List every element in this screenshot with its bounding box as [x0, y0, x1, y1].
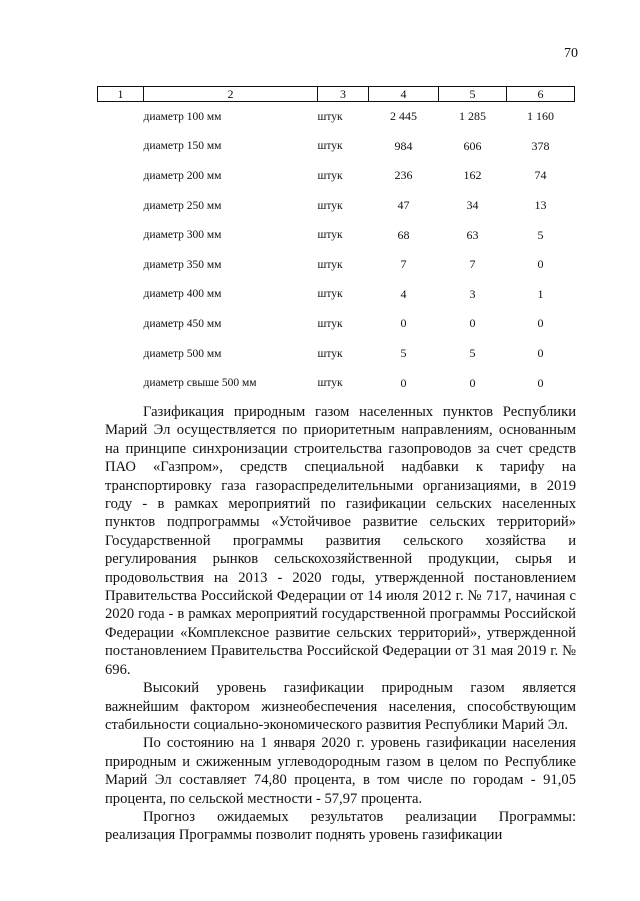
table-cell-diameter: диаметр 350 мм — [143, 258, 222, 271]
table-row — [98, 220, 575, 250]
table-cell — [98, 280, 144, 310]
table-cell-value: 0 — [469, 375, 476, 390]
paragraph-gasification-directions: Газификация природным газом населенных пунктов Республики Марий Эл осуществляется по приоритетным направлениям, основанным на принципе синхронизации строительства газопроводов за счет средств ПАО «Газпром», средств специальной надбавки к тарифу на транспортировку газа газораспределительными организациями, в 2019 году - в рамках мероприятий по газификации сельских населенных пунктов подпрограммы «Устойчивое развитие сельских территорий» Государственной программы развития сельского хозяйства и регулирования рынков сельскохозяйственной продукции, сырья и продовольствия на 2013 - 2020 годы, утвержденной постановлением Правительства Российской Федерации от 14 июля 2012 г. № 717, начиная с 2020 года - в рамках мероприятий государственной программы Российской Федерации «Комплексное развитие сельских территорий», утвержденной постановлением Правительства Российской Федерации от 31 мая 2019 г. № 696. — [105, 404, 576, 678]
table-cell-value: 7 — [469, 257, 476, 272]
table-cell-value: 1 160 — [527, 109, 554, 124]
table-cell-unit: штук — [317, 347, 343, 360]
table-row — [98, 132, 575, 162]
table-cell-diameter: диаметр 500 мм — [143, 347, 222, 360]
table-cell-value: 47 — [397, 198, 410, 213]
table-header-row — [98, 87, 575, 102]
data-table — [97, 86, 575, 398]
table-cell-unit: штук — [317, 199, 343, 212]
table-cell-unit: штук — [317, 169, 343, 182]
table-cell-value: 606 — [463, 138, 482, 153]
table-cell-value: 1 — [537, 286, 544, 301]
table-row — [98, 368, 575, 398]
page-number: 70 — [564, 46, 578, 61]
table-cell-diameter: диаметр свыше 500 мм — [143, 377, 257, 390]
table-cell-unit: штук — [317, 317, 343, 330]
body-text — [105, 403, 576, 845]
table-cell-value: 2 445 — [390, 109, 417, 124]
table-cell — [98, 250, 144, 280]
paragraph-gasification-importance: Высокий уровень газификации природным газом является важнейшим фактором жизнеобеспечения населения, способствующим стабильности социально-экономического развития Республики Марий Эл. — [105, 680, 576, 733]
table-cell-value: 0 — [537, 316, 544, 331]
table-header-cell: 1 — [98, 87, 144, 102]
table-cell-value: 378 — [531, 138, 550, 153]
table-row — [98, 339, 575, 369]
table-cell-value: 0 — [537, 257, 544, 272]
table-cell-value: 0 — [537, 346, 544, 361]
table-cell-unit: штук — [317, 229, 343, 242]
table-row — [98, 102, 575, 132]
table-cell-unit: штук — [317, 110, 343, 123]
table-row — [98, 191, 575, 221]
table-cell-diameter: диаметр 100 мм — [143, 110, 222, 123]
table-cell-value: 68 — [397, 227, 410, 242]
table-cell-diameter: диаметр 300 мм — [143, 229, 222, 242]
table-cell-value: 5 — [469, 346, 476, 361]
table-cell — [98, 368, 144, 398]
table-cell-unit: штук — [317, 288, 343, 301]
paragraph-program-forecast: Прогноз ожидаемых результатов реализации Программы: реализация Программы позволит поднять уровень газификации — [105, 808, 576, 844]
table-cell-value: 4 — [400, 286, 407, 301]
table-cell — [98, 102, 144, 132]
table-cell — [98, 191, 144, 221]
table-cell — [98, 161, 144, 191]
table-cell-value: 3 — [469, 286, 476, 301]
table-cell-value: 74 — [534, 168, 547, 183]
table-cell-value: 7 — [400, 257, 407, 272]
table-cell-value: 34 — [466, 198, 479, 213]
table-cell-diameter: диаметр 400 мм — [143, 288, 222, 301]
table-cell-value: 0 — [400, 316, 407, 331]
table-header-cell: 2 — [144, 87, 318, 102]
table-cell-diameter: диаметр 200 мм — [143, 169, 222, 182]
table-header-cell: 4 — [369, 87, 439, 102]
table-cell-value: 984 — [394, 138, 413, 153]
table-cell-unit: штук — [317, 377, 343, 390]
table-cell-unit: штук — [317, 140, 343, 153]
table-cell — [98, 309, 144, 339]
table-cell — [98, 220, 144, 250]
table-header-cell: 6 — [507, 87, 575, 102]
table-cell — [98, 339, 144, 369]
table-row — [98, 280, 575, 310]
table-cell-diameter: диаметр 250 мм — [143, 199, 222, 212]
table-cell-value: 0 — [537, 375, 544, 390]
table-cell-value: 5 — [400, 346, 407, 361]
table-cell-diameter: диаметр 450 мм — [143, 317, 222, 330]
table-cell-value: 0 — [469, 316, 476, 331]
table-header-cell: 5 — [439, 87, 507, 102]
table-cell-value: 5 — [537, 227, 544, 242]
table-cell-unit: штук — [317, 258, 343, 271]
table-header-cell: 3 — [318, 87, 369, 102]
table-cell-value: 162 — [463, 168, 482, 183]
table-cell — [98, 132, 144, 162]
table-row — [98, 161, 575, 191]
table-row — [98, 250, 575, 280]
table-cell-value: 0 — [400, 375, 407, 390]
table-cell-value: 63 — [466, 227, 479, 242]
paragraph-gasification-level: По состоянию на 1 января 2020 г. уровень газификации населения природным и сжиженным углеводородным газом в целом по Республике Марий Эл составляет 74,80 процента, в том числе по городам - 91,05 процента, по сельской местности - 57,97 процента. — [105, 735, 576, 807]
table-cell-diameter: диаметр 150 мм — [143, 140, 222, 153]
table-row — [98, 309, 575, 339]
table-cell-value: 13 — [534, 198, 547, 213]
table-cell-value: 1 285 — [459, 109, 486, 124]
table-cell-value: 236 — [394, 168, 413, 183]
